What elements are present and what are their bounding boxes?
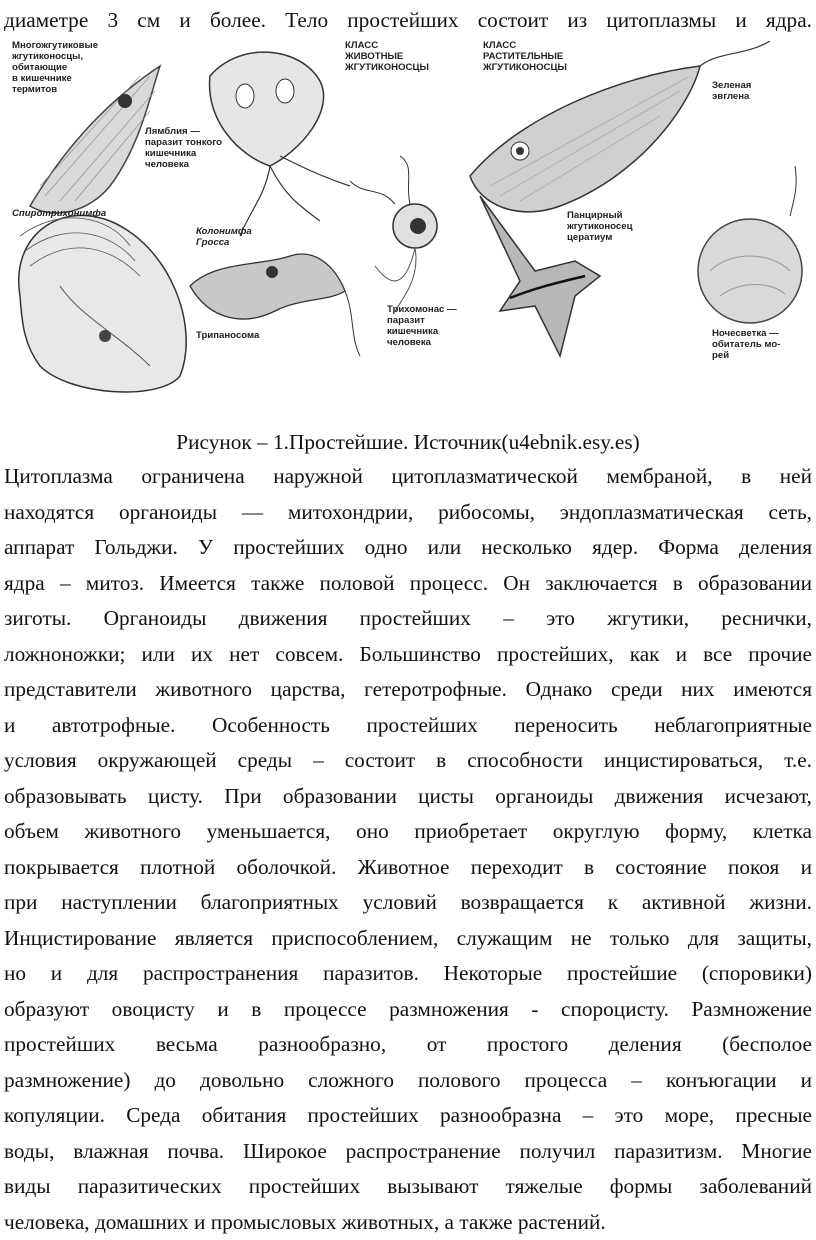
label-euglena [712,80,751,102]
paragraph-line: ложноножки; или их нет совсем. Большинство простейших, как и все прочие [4,637,812,673]
paragraph-line: воды, влажная почва. Широкое распространение получил паразитизм. Многие [4,1134,812,1170]
paragraph-line: покрывается плотной оболочкой. Животное переходит в состояние покоя и [4,850,812,886]
noctiluca-illustration [698,166,802,323]
svg-text:ЖИВОТНЫЕ: ЖИВОТНЫЕ [344,51,404,62]
label-trypanosome [196,330,260,341]
label-colonymph [196,226,252,248]
svg-text:Трипаносома: Трипаносома [196,330,260,341]
paragraph-line: условия окружающей среды – состоит в способности инцистироваться, т.е. [4,743,812,779]
paragraph-line: и автотрофные. Особенность простейших переносить неблагоприятные [4,708,812,744]
svg-text:КЛАСС: КЛАСС [345,40,378,51]
giardia-illustration [210,52,350,236]
label-plant-flagellates-class [482,40,567,73]
svg-text:жгутиконосцы,: жгутиконосцы, [11,51,83,62]
paragraph-line: Цитоплазма ограничена наружной цитоплазматической мембраной, в ней [4,459,812,495]
paragraph-line: ядра – митоз. Имеется также половой процесс. Он заключается в образовании [4,566,812,602]
paragraph-line: простейших весьма разнообразно, от простого деления (бесполое [4,1027,812,1063]
label-trichomonas [387,304,457,348]
svg-text:Ночесветка —: Ночесветка — [712,328,779,339]
label-animal-flagellates-class [344,40,429,73]
svg-text:Колонимфа: Колонимфа [196,226,252,237]
label-noctiluca [712,328,780,361]
label-spirotrichonympha [12,208,107,219]
paragraph-line: размножение) до довольно сложного полового процесса – конъюгации и [4,1063,812,1099]
svg-text:Спиротрихонимфа: Спиротрихонимфа [12,208,107,219]
paragraph-line: при наступлении благоприятных условий возвращается к активной жизни. [4,885,812,921]
svg-text:в кишечнике: в кишечнике [12,73,72,84]
paragraph-line: объем животного уменьшается, оно приобретает округлую форму, клетка [4,814,812,850]
paragraph-line: представители животного царства, гетеротрофные. Однако среди них имеются [4,672,812,708]
svg-text:РАСТИТЕЛЬНЫЕ: РАСТИТЕЛЬНЫЕ [483,51,564,62]
label-termite-flagellates [11,40,98,95]
svg-text:Панцирный: Панцирный [567,210,623,221]
svg-text:человека: человека [145,159,190,170]
svg-text:кишечника: кишечника [387,326,439,337]
figure-caption: Рисунок – 1.Простейшие. Источник(u4ebnik.esy.es) [0,428,816,456]
spirotrichonympha-illustration [19,215,186,392]
svg-text:обитатель мо-: обитатель мо- [712,339,780,350]
svg-text:ЖГУТИКОНОСЦЫ: ЖГУТИКОНОСЦЫ [482,62,567,73]
svg-text:человека: человека [387,337,432,348]
svg-text:КЛАСС: КЛАСС [483,40,516,51]
svg-text:термитов: термитов [12,84,57,95]
top-text-line: диаметре 3 см и более. Тело простейших состоит из цитоплазмы и ядра. [4,6,812,34]
svg-text:паразит: паразит [387,315,425,326]
paragraph-line: но и для распространения паразитов. Некоторые простейшие (споровики) [4,956,812,992]
svg-text:обитающие: обитающие [12,62,67,73]
svg-text:рей: рей [712,350,729,361]
paragraph-line: образуют овоцисту и в процессе размножения - спороцисту. Размножение [4,992,812,1028]
paragraph-line: находятся органоиды — митохондрии, рибосомы, эндоплазматическая сеть, [4,495,812,531]
label-giardia [145,126,222,170]
svg-text:эвглена: эвглена [712,91,750,102]
svg-text:кишечника: кишечника [145,148,197,159]
body-paragraph [0,459,816,1240]
svg-text:цератиум: цератиум [567,232,612,243]
svg-text:Гросса: Гросса [196,237,230,248]
paragraph-line: образовывать цисту. При образовании цисты органоиды движения исчезают, [4,779,812,815]
svg-text:жгутиконосец: жгутиконосец [566,221,633,232]
svg-text:Зеленая: Зеленая [712,80,751,91]
svg-text:паразит тонкого: паразит тонкого [145,137,222,148]
paragraph-line: виды паразитических простейших вызывают тяжелые формы заболеваний [4,1169,812,1205]
paragraph-line: человека, домашних и промысловых животных, а также растений. [4,1205,812,1240]
paragraph-line: зиготы. Органоиды движения простейших – это жгутики, реснички, [4,601,812,637]
paragraph-line: аппарат Гольджи. У простейших одно или несколько ядер. Форма деления [4,530,812,566]
trichomonas-illustration [350,156,437,311]
paragraph-line: Инцистирование является приспособлением, служащим не только для защиты, [4,921,812,957]
paragraph-line: копуляции. Среда обитания простейших разнообразна – это море, пресные [4,1098,812,1134]
protozoa-figure [0,36,816,416]
label-ceratium [566,210,633,243]
svg-text:Трихомонас —: Трихомонас — [387,304,457,315]
svg-text:Многожгутиковые: Многожгутиковые [12,40,98,51]
svg-text:ЖГУТИКОНОСЦЫ: ЖГУТИКОНОСЦЫ [344,62,429,73]
svg-text:Лямблия —: Лямблия — [145,126,200,137]
